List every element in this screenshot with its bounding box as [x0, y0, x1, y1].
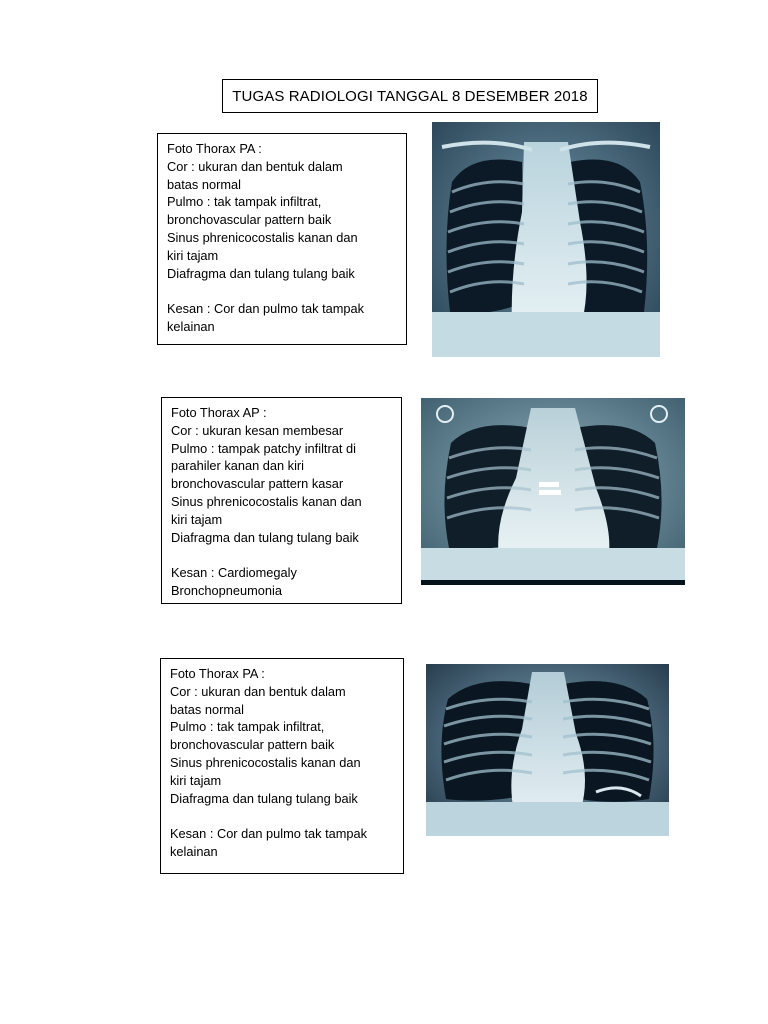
- chest-xray-ap-icon: [421, 398, 685, 585]
- report-line: bronchovascular pattern baik: [170, 737, 335, 753]
- report-line: kiri tajam: [167, 247, 219, 263]
- report-box-3: [160, 658, 404, 874]
- report-spacer: [170, 807, 395, 825]
- report-line: Foto Thorax AP :: [171, 405, 267, 420]
- report-line: batas normal: [167, 176, 241, 192]
- report-conclusion: Kesan : Cardiomegaly: [171, 565, 297, 581]
- xray-image-3: [426, 664, 669, 836]
- report-conclusion: Bronchopneumonia: [171, 582, 282, 598]
- report-conclusion: Kesan : Cor dan pulmo tak tampak: [170, 826, 368, 842]
- report-conclusion: Kesan : Cor dan pulmo tak tampak: [167, 301, 365, 317]
- report-line: Foto Thorax PA :: [167, 141, 262, 156]
- report-line: Sinus phrenicocostalis kanan dan: [167, 229, 358, 245]
- report-line: parahiler kanan dan kiri: [171, 458, 305, 474]
- report-line: kiri tajam: [170, 772, 222, 788]
- report-line: Diafragma dan tulang tulang baik: [170, 790, 358, 806]
- report-line: Cor : ukuran kesan membesar: [171, 422, 344, 438]
- chest-xray-pa-icon: [432, 122, 660, 357]
- report-line: Cor : ukuran dan bentuk dalam: [167, 158, 343, 174]
- report-line: Pulmo : tampak patchy infiltrat di: [171, 440, 356, 456]
- report-line: Sinus phrenicocostalis kanan dan: [171, 493, 362, 509]
- page-title-text: TUGAS RADIOLOGI TANGGAL 8 DESEMBER 2018: [232, 87, 588, 105]
- report-line: Pulmo : tak tampak infiltrat,: [170, 719, 325, 735]
- chest-xray-pa-icon: [426, 664, 669, 836]
- report-spacer: [167, 282, 398, 300]
- report-line: Sinus phrenicocostalis kanan dan: [170, 754, 361, 770]
- report-line: Pulmo : tak tampak infiltrat,: [167, 194, 322, 210]
- xray-image-2: [421, 398, 685, 585]
- report-line: Diafragma dan tulang tulang baik: [171, 529, 359, 545]
- report-line: Foto Thorax PA :: [170, 666, 265, 681]
- report-line: kiri tajam: [171, 511, 223, 527]
- report-box-2: [161, 397, 402, 604]
- xray-image-1: [432, 122, 660, 357]
- report-conclusion: kelainan: [170, 843, 218, 859]
- report-line: Cor : ukuran dan bentuk dalam: [170, 683, 346, 699]
- page-title: [222, 79, 598, 113]
- report-conclusion: kelainan: [167, 318, 215, 334]
- report-line: Diafragma dan tulang tulang baik: [167, 265, 355, 281]
- report-line: batas normal: [170, 701, 244, 717]
- report-line: bronchovascular pattern baik: [167, 212, 332, 228]
- report-spacer: [171, 546, 393, 564]
- report-box-1: [157, 133, 407, 345]
- report-line: bronchovascular pattern kasar: [171, 476, 344, 492]
